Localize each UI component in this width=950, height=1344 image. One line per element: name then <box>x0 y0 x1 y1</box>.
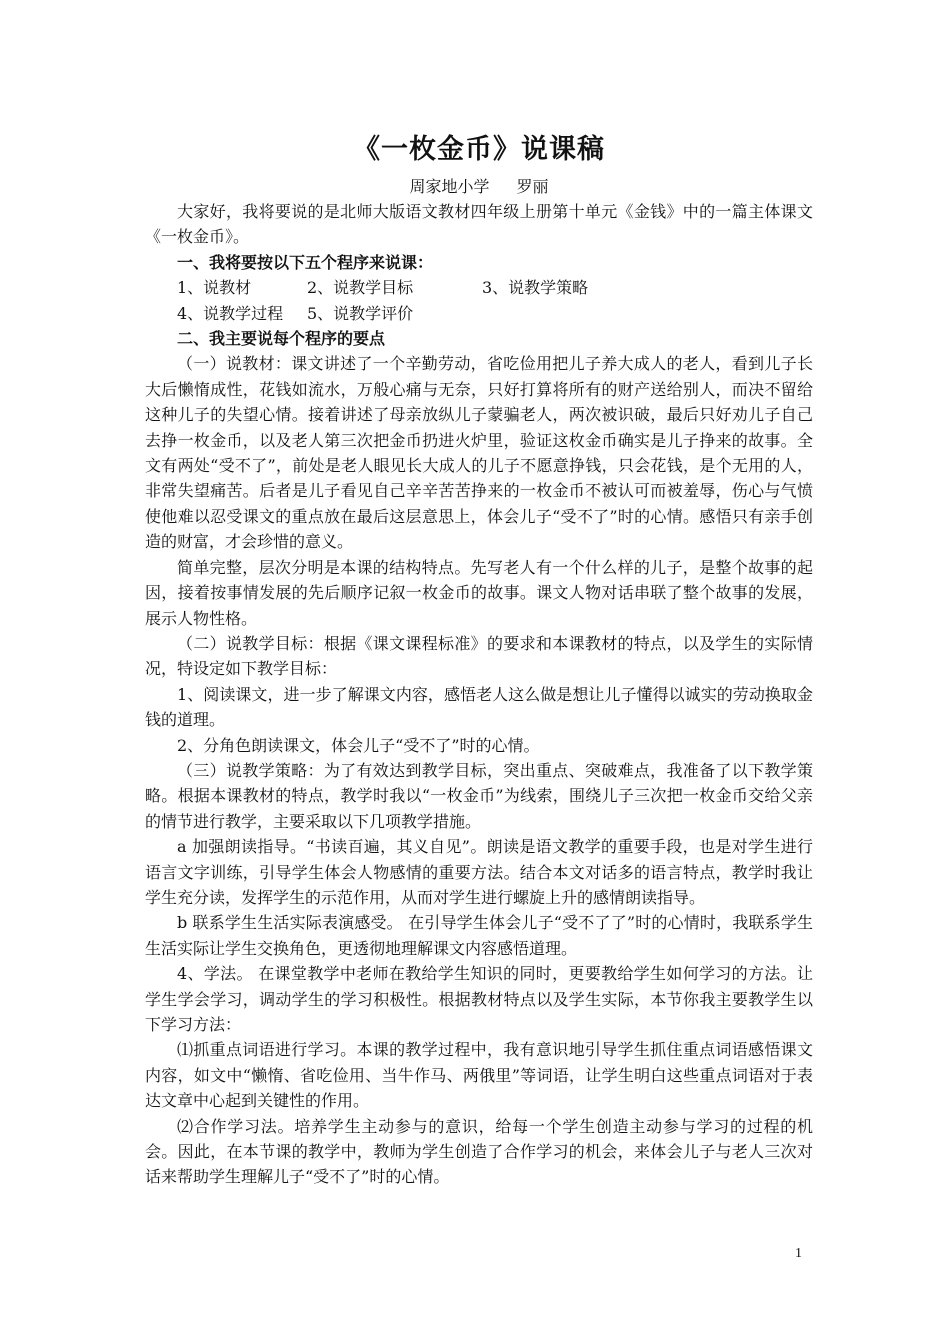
method-item-1: ⑴抓重点词语进行学习。本课的教学过程中，我有意识地引导学生抓住重点词语感悟课文内容，如文中“懒惰、省吃俭用、当牛作马、两俄里”等词语，让学生明白这些重点词语对于表达文章中心起到关键性的作用。 <box>145 1040 813 1111</box>
section-heading-2: 二、我主要说每个程序的要点 <box>177 329 386 349</box>
program-item: 1、说教材 <box>177 278 252 298</box>
program-list-row-2 <box>145 301 813 326</box>
section-heading-1: 一、我将要按以下五个程序来说课： <box>177 252 434 272</box>
program-item: 4、说教学过程 <box>177 303 284 323</box>
structure-paragraph: 简单完整，层次分明是本课的结构特点。先写老人有一个什么样的儿子，是整个故事的起因，接着按事情发展的先后顺序记叙一枚金币的故事。课文人物对话串联了整个故事的发展，展示人物性格。 <box>145 557 813 628</box>
strategy-paragraph: （三）说教学策略：为了有效达到教学目标，突出重点、突破难点，我准备了以下教学策略。根据本课教材的特点，教学时我以“一枚金币”为线索，围绕儿子三次把一枚金币交给父亲的情节进行教学，主要采取以下几项教学措施。 <box>145 760 813 831</box>
page-number: 1 <box>795 1246 802 1261</box>
goal-item-1: 1、阅读课文，进一步了解课文内容，感悟老人这么做是想让儿子懂得以诚实的劳动换取金钱的道理。 <box>145 684 813 730</box>
goal-item-2: 2、分角色朗读课文，体会儿子“受不了”时的心情。 <box>177 735 540 755</box>
strategy-item-b: b 联系学生生活实际表演感受。 在引导学生体会儿子“受不了了”时的心情时，我联系学生生活实际让学生交换角色，更透彻地理解课文内容感悟道理。 <box>145 913 813 958</box>
author-line: 周家地小学 罗丽 <box>409 177 549 196</box>
program-list-row-1 <box>145 275 813 300</box>
program-item: 5、说教学评价 <box>307 303 414 323</box>
strategy-item-a: a 加强朗读指导。“书读百遍，其义自见”。朗读是语文教学的重要手段，也是对学生进行语言文字训练，引导学生体会人物感情的重要方法。结合本文对话多的语言特点，教学时我让学生充分读，发挥学生的示范作用，从而对学生进行螺旋上升的感情朗读指导。 <box>145 837 813 907</box>
goals-paragraph: （二）说教学目标：根据《课文课程标准》的要求和本课教材的特点，以及学生的实际情况，特设定如下教学目标： <box>145 633 813 679</box>
program-item: 2、说教学目标 <box>307 278 414 298</box>
intro-paragraph: 大家好，我将要说的是北师大版语文教材四年级上册第十单元《金钱》中的一篇主体课文《一枚金币》。 <box>145 202 813 247</box>
method-paragraph: 4、学法。 在课堂教学中老师在教给学生知识的同时，更要教给学生如何学习的方法。让学生学会学习，调动学生的学习积极性。根据教材特点以及学生实际，本节你我主要教学生以下学习方法： <box>145 964 813 1034</box>
document-body <box>145 128 813 1190</box>
program-item: 3、说教学策略 <box>482 278 589 298</box>
material-paragraph: （一）说教材：课文讲述了一个辛勤劳动，省吃俭用把儿子养大成人的老人，看到儿子长大后懒惰成性，花钱如流水，万般心痛与无奈，只好打算将所有的财产送给别人，而决不留给这种儿子的失望心情。接着讲述了母亲放纵儿子蒙骗老人，两次被识破，最后只好劝儿子自己去挣一枚金币，以及老人第三次把金币扔进火炉里，验证这枚金币确实是儿子挣来的故事。全文有两处“受不了”，前处是老人眼见长大成人的儿子不愿意挣钱，只会花钱，是个无用的人，非常失望痛苦。后者是儿子看见自己辛辛苦苦挣来的一枚金币不被认可而被羞辱，伤心与气愤使他难以忍受课文的重点放在最后这层意思上，体会儿子“受不了”时的心情。感悟只有亲手创造的财富，才会珍惜的意义。 <box>145 354 813 552</box>
method-item-2: ⑵合作学习法。培养学生主动参与的意识，给每一个学生创造主动参与学习的过程的机会。因此，在本节课的教学中，教师为学生创造了合作学习的机会，来体会儿子与老人三次对话来帮助学生理解儿子“受不了”时的心情。 <box>145 1116 813 1187</box>
document-title: 《一枚金币》说课稿 <box>353 134 605 165</box>
